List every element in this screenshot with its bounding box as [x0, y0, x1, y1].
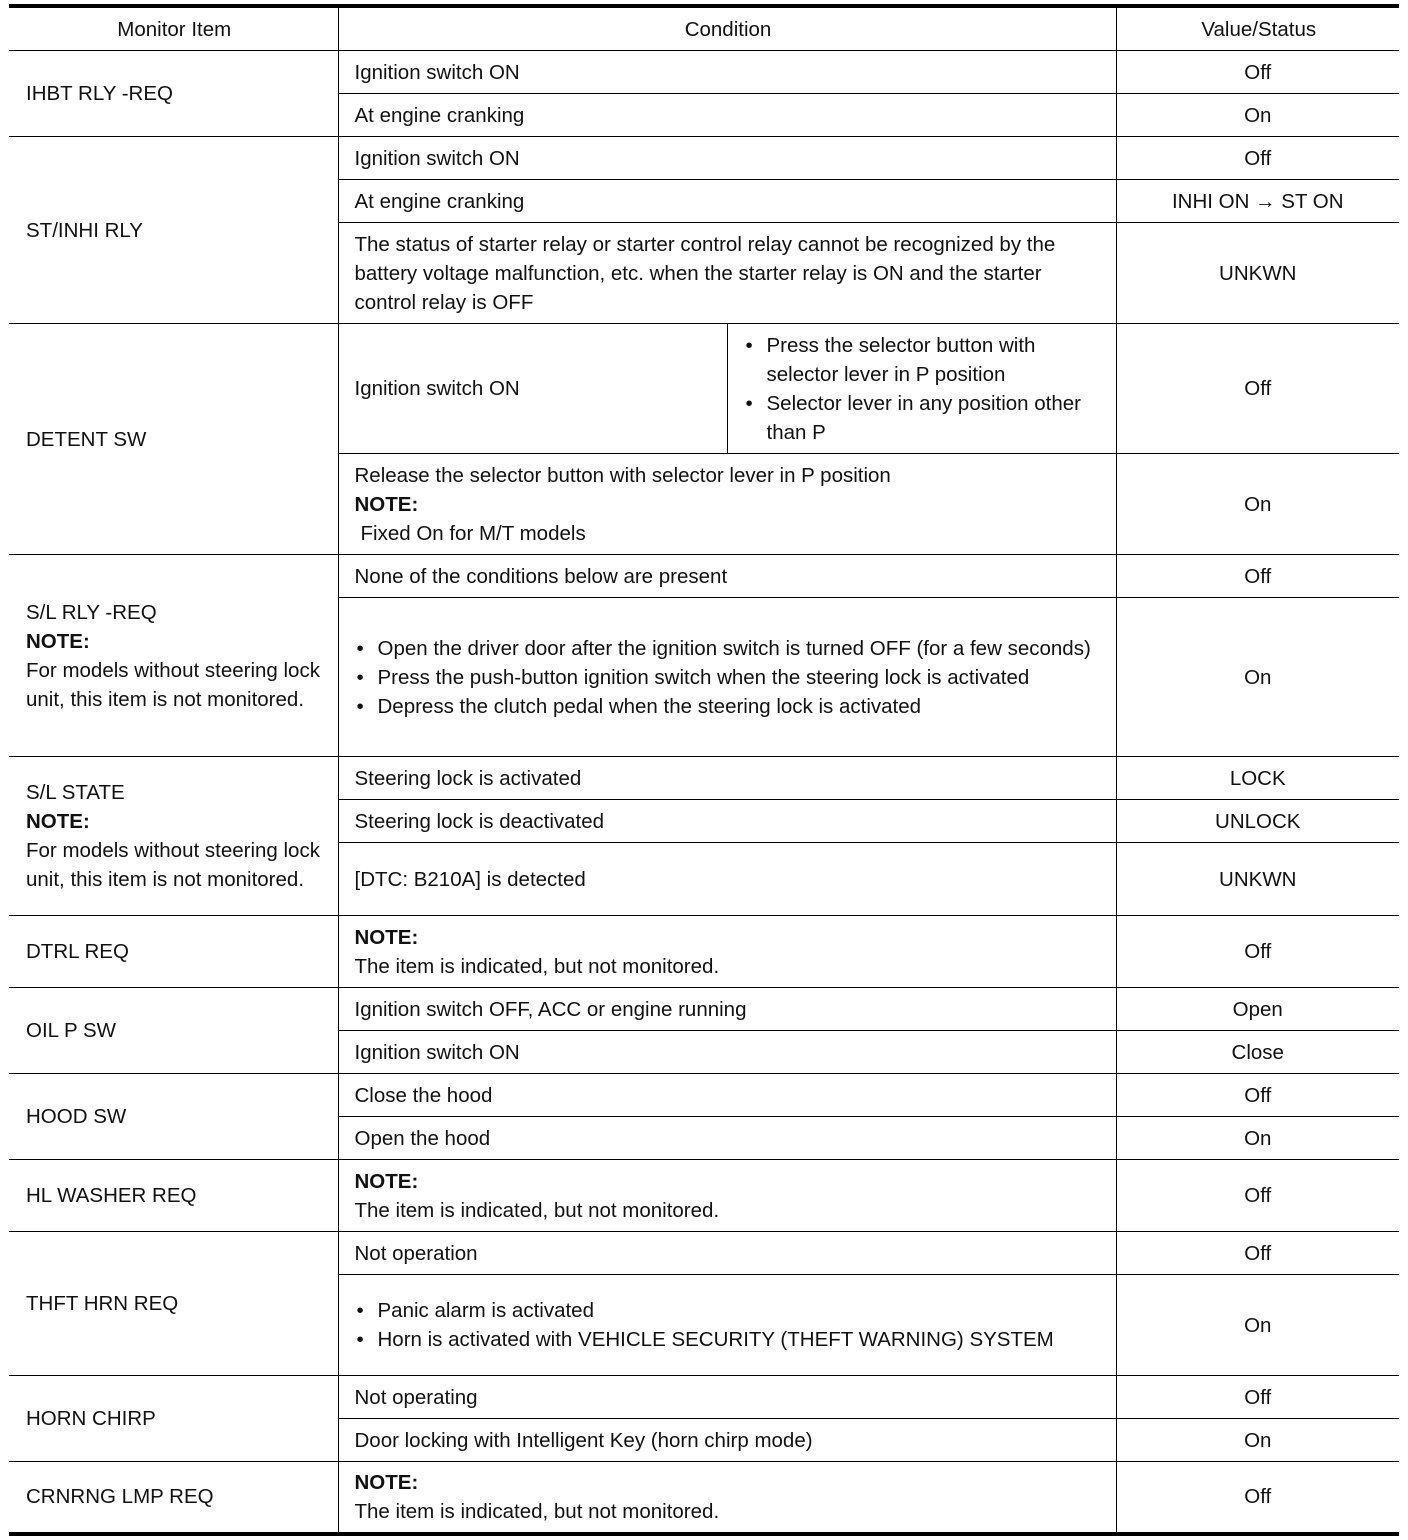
condition-cell — [338, 598, 1116, 757]
condition-cell: The status of starter relay or starter control relay cannot be recognized by the battery voltage malfunction, etc. when the starter relay is ON and the starter control relay is OFF — [338, 223, 1116, 324]
note-text: The item is indicated, but not monitored. — [354, 1198, 720, 1222]
condition-cell: Ignition switch ON — [338, 324, 727, 454]
condition-cell — [338, 1275, 1116, 1376]
note-text: For models without steering lock unit, this item is not monitored. — [26, 658, 320, 711]
list-item: • Selector lever in any position other than P — [744, 389, 1102, 447]
condition-text: Release the selector button with selector lever in P position — [354, 463, 891, 487]
note-label: NOTE: — [354, 492, 419, 516]
table-row — [9, 1232, 1399, 1275]
value-cell: INHI ON → ST ON — [1116, 180, 1399, 223]
table-row — [9, 916, 1399, 988]
value-cell: Off — [1116, 137, 1399, 180]
condition-cell: Ignition switch ON — [338, 137, 1116, 180]
condition-cell — [338, 1462, 1116, 1534]
condition-cell: Open the hood — [338, 1117, 1116, 1160]
table-row — [9, 1462, 1399, 1534]
value-cell: UNKWN — [1116, 223, 1399, 324]
note-text: Fixed On for M/T models — [360, 521, 586, 545]
monitor-item: HOOD SW — [9, 1074, 338, 1160]
monitor-item: IHBT RLY -REQ — [9, 51, 338, 137]
value-cell: On — [1116, 598, 1399, 757]
monitor-item-name: S/L STATE — [26, 781, 125, 804]
value-cell: On — [1116, 454, 1399, 555]
list-item: • Horn is activated with VEHICLE SECURITY (THEFT WARNING) SYSTEM — [355, 1325, 1102, 1354]
note-text: The item is indicated, but not monitored. — [354, 954, 720, 978]
condition-cell: Steering lock is deactivated — [338, 800, 1116, 843]
value-cell: LOCK — [1116, 757, 1399, 800]
value-cell: Off — [1116, 916, 1399, 988]
value-cell: On — [1116, 1419, 1399, 1462]
condition-list — [355, 634, 1102, 721]
list-item: • Panic alarm is activated — [355, 1296, 1102, 1325]
table-row — [9, 324, 1399, 454]
value-cell: Off — [1116, 1376, 1399, 1419]
monitor-item: ST/INHI RLY — [9, 137, 338, 324]
monitor-item — [9, 757, 338, 916]
value-cell: Off — [1116, 324, 1399, 454]
condition-cell: Ignition switch ON — [338, 1031, 1116, 1074]
value-cell: On — [1116, 94, 1399, 137]
table-row — [9, 1160, 1399, 1232]
table-row — [9, 137, 1399, 180]
monitor-table — [9, 4, 1399, 1536]
table-row — [9, 555, 1399, 598]
condition-cell — [338, 454, 1116, 555]
condition-cell: Close the hood — [338, 1074, 1116, 1117]
header-monitor-item: Monitor Item — [9, 6, 338, 51]
list-item: • Open the driver door after the ignition switch is turned OFF (for a few seconds) — [355, 634, 1102, 663]
condition-cell: Ignition switch ON — [338, 51, 1116, 94]
value-cell: On — [1116, 1275, 1399, 1376]
monitor-item: OIL P SW — [9, 988, 338, 1074]
monitor-item: HORN CHIRP — [9, 1376, 338, 1462]
monitor-item: THFT HRN REQ — [9, 1232, 338, 1376]
value-cell: Off — [1116, 1462, 1399, 1534]
note-label: NOTE: — [354, 1169, 419, 1193]
note-label: NOTE: — [26, 810, 90, 833]
condition-cell: At engine cranking — [338, 180, 1116, 223]
value-cell: Close — [1116, 1031, 1399, 1074]
value-cell: Off — [1116, 1232, 1399, 1275]
table-row — [9, 1376, 1399, 1419]
monitor-item: DETENT SW — [9, 324, 338, 555]
note-label: NOTE: — [354, 1470, 419, 1494]
condition-cell: Not operation — [338, 1232, 1116, 1275]
condition-cell: Steering lock is activated — [338, 757, 1116, 800]
condition-cell: At engine cranking — [338, 94, 1116, 137]
condition-cell — [338, 916, 1116, 988]
note-text: The item is indicated, but not monitored. — [354, 1499, 720, 1523]
condition-list — [355, 1296, 1102, 1354]
value-cell: On — [1116, 1117, 1399, 1160]
monitor-item — [9, 555, 338, 757]
note-label: NOTE: — [26, 629, 90, 653]
value-cell: Off — [1116, 1160, 1399, 1232]
list-item: • Press the push-button ignition switch when the steering lock is activated — [355, 663, 1102, 692]
sub-condition-cell — [727, 324, 1116, 454]
condition-cell: Door locking with Intelligent Key (horn chirp mode) — [338, 1419, 1116, 1462]
table-row — [9, 51, 1399, 94]
value-cell: UNKWN — [1116, 843, 1399, 916]
header-value-status: Value/Status — [1116, 6, 1399, 51]
list-item: • Press the selector button with selector lever in P position — [744, 331, 1102, 389]
note-text: For models without steering lock unit, this item is not monitored. — [26, 839, 320, 891]
list-item: • Depress the clutch pedal when the steering lock is activated — [355, 692, 1102, 721]
condition-cell: [DTC: B210A] is detected — [338, 843, 1116, 916]
note-label: NOTE: — [354, 925, 419, 949]
value-cell: Open — [1116, 988, 1399, 1031]
condition-cell — [338, 1160, 1116, 1232]
monitor-item-name: S/L RLY -REQ — [26, 600, 157, 624]
value-cell: Off — [1116, 555, 1399, 598]
condition-cell: None of the conditions below are present — [338, 555, 1116, 598]
monitor-item: CRNRNG LMP REQ — [9, 1462, 338, 1534]
header-row — [9, 6, 1399, 51]
value-cell: UNLOCK — [1116, 800, 1399, 843]
sub-condition-list — [744, 331, 1102, 447]
value-cell: Off — [1116, 1074, 1399, 1117]
condition-cell: Ignition switch OFF, ACC or engine running — [338, 988, 1116, 1031]
table-row — [9, 988, 1399, 1031]
monitor-item: DTRL REQ — [9, 916, 338, 988]
table-row — [9, 1074, 1399, 1117]
table-row — [9, 757, 1399, 800]
condition-cell: Not operating — [338, 1376, 1116, 1419]
monitor-item: HL WASHER REQ — [9, 1160, 338, 1232]
value-cell: Off — [1116, 51, 1399, 94]
header-condition: Condition — [338, 6, 1116, 51]
